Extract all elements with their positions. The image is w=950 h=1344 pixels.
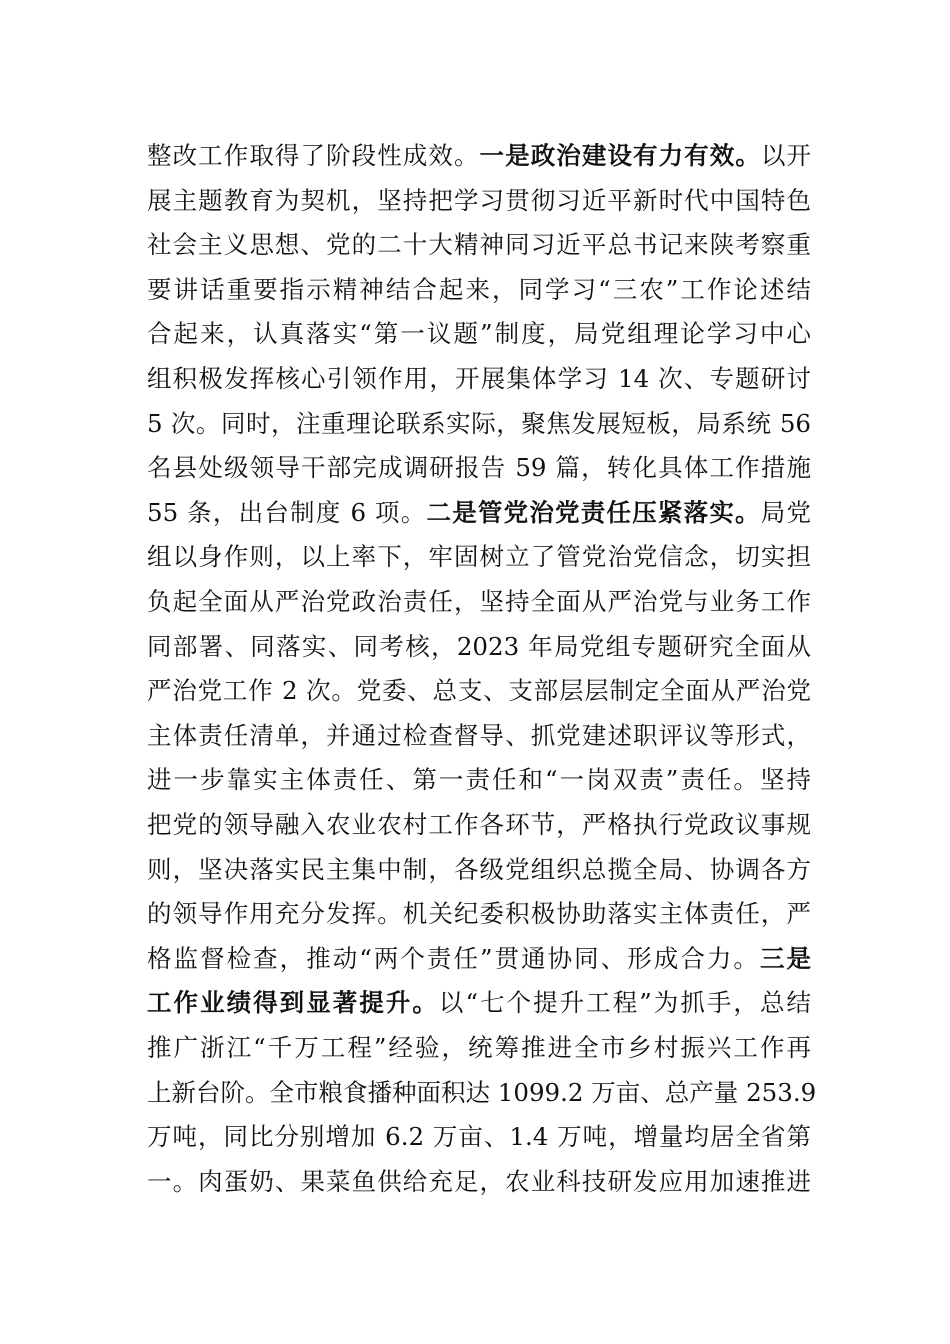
body-text: 名县处级领导干部完成调研报告 59 篇，转化具体工作措施 [147,453,811,483]
body-text: 整改工作取得了阶段性成效。 [147,141,480,170]
body-text: 上新台阶。全市粮食播种面积达 1099.2 万亩、总产量 253.9 [147,1077,817,1107]
body-text: 组以身作则，以上率下，牢固树立了管党治党信念，切实担 [147,542,811,572]
text-line [147,937,811,981]
text-line [147,402,811,446]
text-line [147,669,811,713]
body-text: 负起全面从严治党政治责任，坚持全面从严治党与业务工作 [147,587,811,616]
text-line [147,625,811,669]
bold-heading-text: 二是管党治党责任压紧落实。 [426,497,761,527]
text-line [147,1160,811,1204]
text-line [147,1115,811,1159]
bold-heading-text: 一是政治建设有力有效。 [479,141,761,170]
text-line [147,223,811,267]
body-text: 组积极发挥核心引领作用，开展集体学习 14 次、专题研讨 [147,364,811,393]
body-text: 则，坚决落实民主集中制，各级党组织总揽全局、协调各方 [147,854,811,884]
text-line [147,268,811,312]
body-text: 一。肉蛋奶、果菜鱼供给充足，农业科技研发应用加速推进 [147,1166,811,1196]
body-text: 社会主义思想、党的二十大精神同习近平总书记来陕考察重 [147,230,811,260]
text-line [147,892,811,936]
text-line [147,357,811,401]
body-text: 展主题教育为契机，坚持把学习贯彻习近平新时代中国特色 [147,185,811,215]
bold-heading-text: 工作业绩得到显著提升。 [147,988,439,1018]
body-text: 主体责任清单，并通过检查督导、抓党建述职评议等形式， [147,720,811,750]
body-text: 局党 [760,497,811,527]
text-line [147,179,811,223]
body-text: 55 条，出台制度 6 项。 [147,497,427,527]
body-text: 万吨，同比分别增加 6.2 万亩、1.4 万吨，增量均居全省第 [147,1122,811,1152]
body-text: 推广浙江“千万工程”经验，统筹推进全市乡村振兴工作再 [147,1033,811,1062]
body-text: 格监督检查，推动“两个责任”贯通协同、形成合力。 [147,943,760,973]
text-line [147,580,811,624]
text-line [147,758,811,802]
body-text: 进一步靠实主体责任、第一责任和“一岗双责”责任。坚持 [147,765,811,795]
text-line [147,981,811,1025]
text-line [147,134,811,178]
text-line [147,1071,817,1115]
bold-heading-text: 三是 [759,943,811,973]
text-line [147,848,811,892]
text-line [147,714,811,758]
body-text: 同部署、同落实、同考核，2023 年局党组专题研究全面从 [147,631,811,661]
text-line [147,535,811,579]
text-line [147,803,811,847]
body-text: 以开 [760,141,812,170]
text-line [147,491,811,535]
text-line [147,446,811,490]
body-text: 合起来，认真落实“第一议题”制度，局党组理论学习中心 [147,319,811,349]
body-text: 5 次。同时，注重理论联系实际，聚焦发展短板，局系统 56 [147,408,811,438]
body-text: 把党的领导融入农业农村工作各环节，严格执行党政议事规 [147,810,811,839]
body-text: 的领导作用充分发挥。机关纪委积极协助落实主体责任，严 [147,899,811,929]
text-line [147,312,811,356]
body-text: 要讲话重要指示精神结合起来，同学习“三农”工作论述结 [147,274,811,304]
text-line [147,1026,811,1070]
body-text: 严治党工作 2 次。党委、总支、支部层层制定全面从严治党 [147,676,811,706]
body-text: 以“七个提升工程”为抓手，总结 [438,988,811,1018]
